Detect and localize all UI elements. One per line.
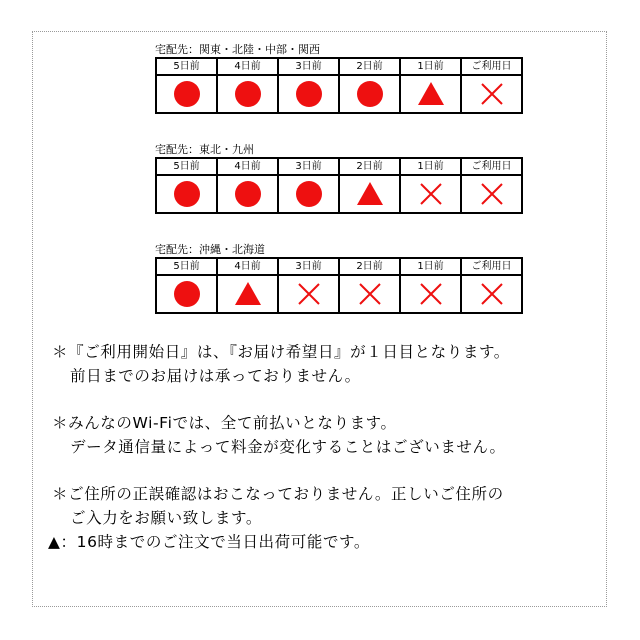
unavailable-cross-icon [419,182,443,206]
header-cell: 4日前 [217,58,278,75]
mark-cell [217,175,278,213]
schedule-section-tohoku [155,143,512,214]
mark-cell [461,275,522,313]
header-row [156,258,522,275]
header-cell: 1日前 [400,158,461,175]
header-cell: 5日前 [156,258,217,275]
delivery-schedule-table [155,157,523,214]
header-cell: 3日前 [278,58,339,75]
unavailable-cross-icon [358,282,382,306]
mark-cell [339,75,400,113]
header-cell: 4日前 [217,258,278,275]
unavailable-cross-icon [480,82,504,106]
available-circle-icon [295,80,323,108]
available-circle-icon [295,180,323,208]
header-cell: ご利用日 [461,58,522,75]
mark-cell [400,175,461,213]
mark-cell [217,275,278,313]
available-circle-icon [234,80,262,108]
mark-cell [278,75,339,113]
header-cell: 3日前 [278,258,339,275]
header-cell: 2日前 [339,58,400,75]
unavailable-cross-icon [480,282,504,306]
mark-cell [156,175,217,213]
limited-triangle-icon [356,180,384,208]
header-cell: 2日前 [339,158,400,175]
header-cell: 4日前 [217,158,278,175]
unavailable-cross-icon [419,282,443,306]
header-cell: 1日前 [400,58,461,75]
note-prepayment: ＊みんなのWi-Fiでは、全て前払いとなります。 [52,414,397,432]
note-same-day-shipping: ▲：16時までのご注文で当日出荷可能です。 [48,533,371,551]
mark-cell [156,75,217,113]
header-row [156,58,522,75]
header-cell: ご利用日 [461,258,522,275]
delivery-schedule-table [155,57,523,114]
available-circle-icon [356,80,384,108]
header-cell: 5日前 [156,58,217,75]
note-address-cont: ご入力をお願い致します。 [70,509,262,527]
availability-row [156,175,522,213]
limited-triangle-icon [417,80,445,108]
header-cell: 5日前 [156,158,217,175]
header-cell: 1日前 [400,258,461,275]
mark-cell [339,275,400,313]
schedule-section-okinawa [155,243,512,314]
mark-cell [461,175,522,213]
mark-cell [400,75,461,113]
note-start-date: ＊『ご利用開始日』は、『お届け希望日』が１日目となります。 [52,343,510,361]
available-circle-icon [173,280,201,308]
note-address: ＊ご住所の正誤確認はおこなっておりません。正しいご住所の [52,485,504,503]
mark-cell [217,75,278,113]
header-cell: ご利用日 [461,158,522,175]
header-cell: 3日前 [278,158,339,175]
mark-cell [278,175,339,213]
section-label: 宅配先：東北・九州 [155,143,254,156]
mark-cell [400,275,461,313]
available-circle-icon [173,180,201,208]
unavailable-cross-icon [480,182,504,206]
delivery-schedule-table [155,257,523,314]
section-label: 宅配先：沖縄・北海道 [155,243,265,256]
notes-block [48,340,612,554]
schedule-section-kanto [155,43,512,114]
mark-cell [278,275,339,313]
mark-cell [156,275,217,313]
limited-triangle-icon [234,280,262,308]
mark-cell [339,175,400,213]
availability-row [156,275,522,313]
unavailable-cross-icon [297,282,321,306]
header-cell: 2日前 [339,258,400,275]
available-circle-icon [173,80,201,108]
available-circle-icon [234,180,262,208]
header-row [156,158,522,175]
mark-cell [461,75,522,113]
note-start-date-cont: 前日までのお届けは承っておりません。 [70,367,361,385]
availability-row [156,75,522,113]
section-label: 宅配先：関東・北陸・中部・関西 [155,43,320,56]
note-prepayment-cont: データ通信量によって料金が変化することはございません。 [70,438,506,456]
